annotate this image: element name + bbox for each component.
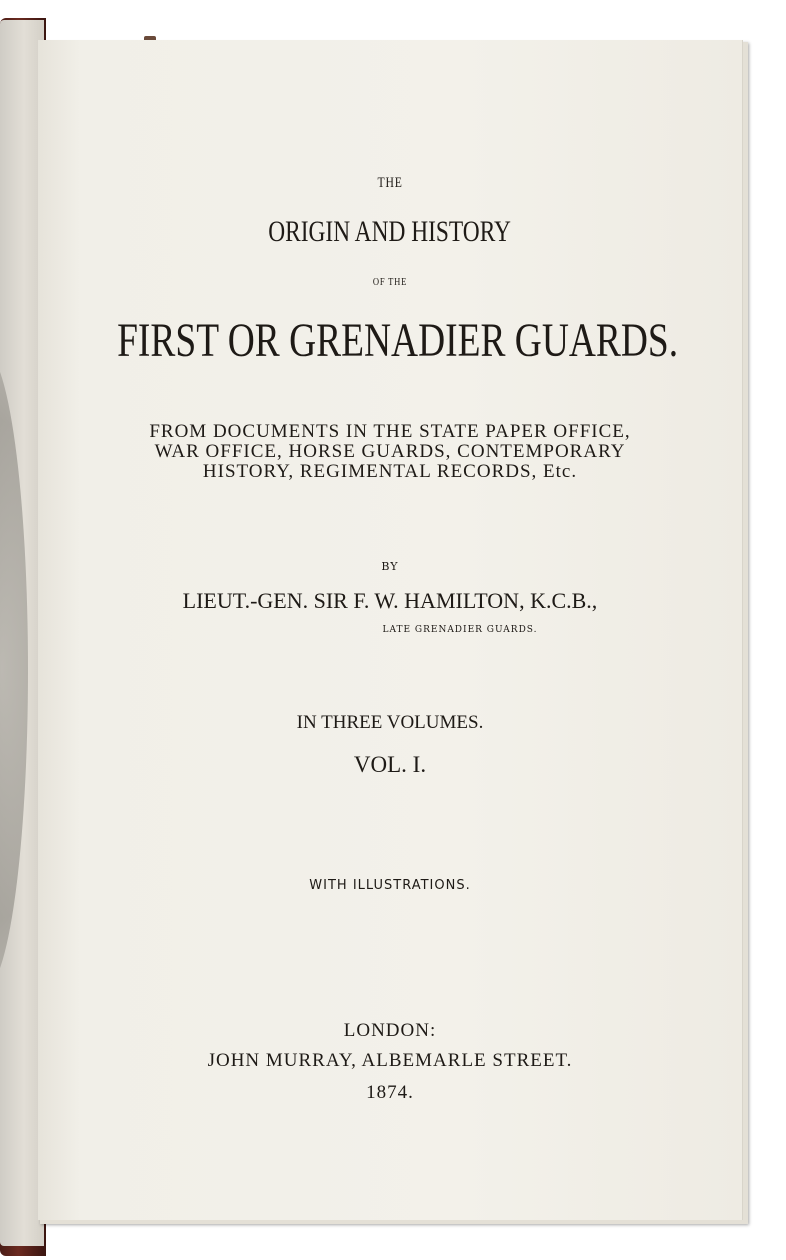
subtitle-line: WAR OFFICE, HORSE GUARDS, CONTEMPORARY (154, 441, 626, 462)
volumes-note: IN THREE VOLUMES. (296, 712, 484, 733)
author-name: LIEUT.-GEN. SIR F. W. HAMILTON, K.C.B., (182, 588, 598, 613)
subtitle-line: FROM DOCUMENTS IN THE STATE PAPER OFFICE, (149, 421, 631, 442)
volume-number: VOL. I. (353, 752, 427, 777)
frontispiece-portrait (0, 350, 28, 990)
illustrations-note: WITH ILLUSTRATIONS. (309, 878, 471, 893)
author-note: LATE GRENADIER GUARDS. (382, 625, 538, 635)
imprint-publisher: JOHN MURRAY, ALBEMARLE STREET. (207, 1050, 573, 1071)
title-page (38, 40, 743, 1220)
title-origin-history: ORIGIN AND HISTORY (268, 215, 512, 248)
subtitle-line: HISTORY, REGIMENTAL RECORDS, Etc. (202, 461, 578, 482)
by-line: BY (381, 560, 399, 573)
title-the: THE (377, 175, 403, 191)
title-of-the: OF THE (372, 276, 408, 288)
main-title: FIRST OR GRENADIER GUARDS. (117, 314, 679, 367)
imprint-city: LONDON: (343, 1020, 437, 1041)
imprint-year: 1874. (366, 1082, 414, 1103)
